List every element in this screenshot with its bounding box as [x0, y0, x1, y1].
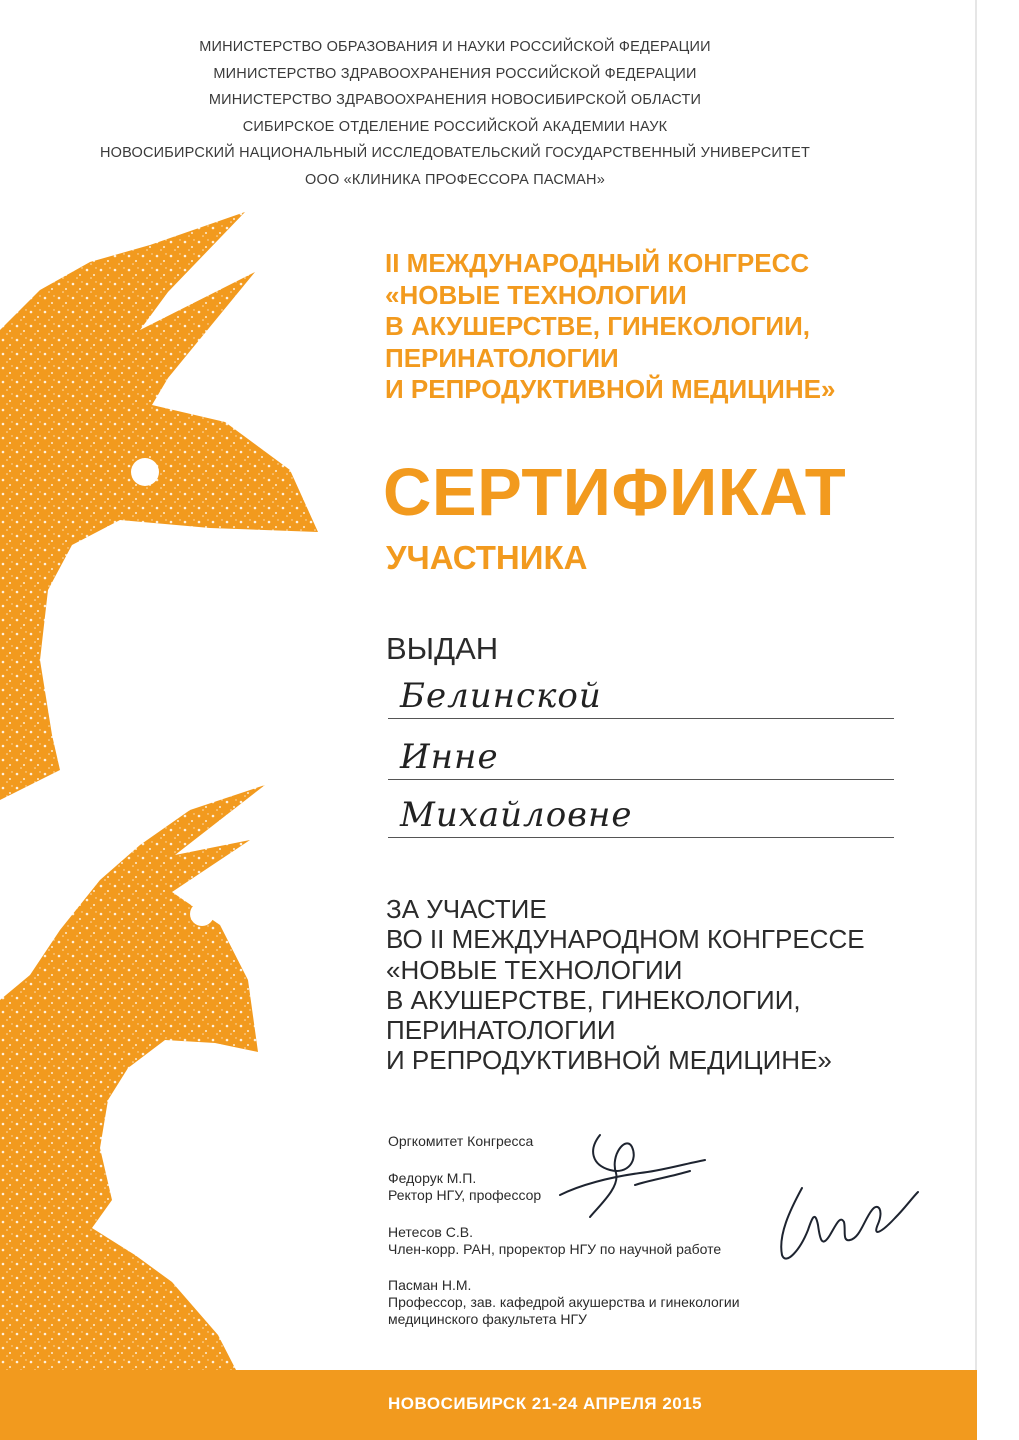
signatory-position: Профессор, зав. кафедрой акушерства и гинекологии — [388, 1294, 740, 1310]
recipient-patronymic-line — [388, 781, 894, 838]
footer-band — [0, 1370, 977, 1440]
issued-label: ВЫДАН — [386, 631, 499, 666]
congress-title-line: И РЕПРОДУКТИВНОЙ МЕДИЦИНЕ» — [385, 374, 836, 404]
committee-heading: Оргкомитет Конгресса — [388, 1133, 534, 1149]
recipient-last-name: Белинской — [400, 676, 602, 716]
signature-netesov — [760, 1180, 925, 1270]
certificate-title: СЕРТИФИКАТ — [383, 455, 847, 530]
certificate-subtitle: УЧАСТНИКА — [386, 539, 588, 576]
reason-line: ЗА УЧАСТИЕ — [386, 894, 547, 924]
reason-line: ВО II МЕЖДУНАРОДНОМ КОНГРЕССЕ — [386, 924, 865, 955]
signatory-block — [388, 1170, 541, 1204]
congress-title — [385, 248, 985, 406]
recipient-first-name: Инне — [400, 737, 499, 777]
signatory-name: Пасман Н.М. — [388, 1277, 472, 1293]
reason-line: ПЕРИНАТОЛОГИИ — [386, 1015, 616, 1046]
organizer-line: МИНИСТЕРСТВО ЗДРАВООХРАНЕНИЯ РОССИЙСКОЙ ФЕДЕРАЦИИ — [213, 65, 697, 82]
congress-title-line: «НОВЫЕ ТЕХНОЛОГИИ — [385, 279, 687, 310]
reason-line: И РЕПРОДУКТИВНОЙ МЕДИЦИНЕ» — [386, 1045, 832, 1076]
organizer-line: СИБИРСКОЕ ОТДЕЛЕНИЕ РОССИЙСКОЙ АКАДЕМИИ НАУК — [242, 118, 668, 135]
upper-bird-eye — [131, 458, 159, 486]
organizer-line: НОВОСИБИРСКИЙ НАЦИОНАЛЬНЫЙ ИССЛЕДОВАТЕЛЬСКИЙ ГОСУДАРСТВЕННЫЙ УНИВЕРСИТЕТ — [99, 145, 811, 161]
upper-bird-shape — [0, 212, 318, 800]
congress-title-line: В АКУШЕРСТВЕ, ГИНЕКОЛОГИИ, — [385, 311, 811, 341]
recipient-patronymic: Михайловне — [400, 795, 633, 835]
congress-title-line: II МЕЖДУНАРОДНЫЙ КОНГРЕСС — [385, 248, 810, 278]
reason-line: «НОВЫЕ ТЕХНОЛОГИИ — [386, 954, 683, 985]
organizer-line: МИНИСТЕРСТВО ЗДРАВООХРАНЕНИЯ НОВОСИБИРСКОЙ ОБЛАСТИ — [208, 92, 702, 108]
signatory-position: Член-корр. РАН, проректор НГУ по научной работе — [388, 1241, 722, 1257]
congress-title-line: ПЕРИНАТОЛОГИИ — [385, 342, 619, 373]
participation-reason — [386, 894, 986, 1076]
lower-bird-shape — [0, 785, 265, 1370]
recipient-last-name-line — [388, 662, 894, 719]
organizer-line: МИНИСТЕРСТВО ОБРАЗОВАНИЯ И НАУКИ РОССИЙСКОЙ ФЕДЕРАЦИИ — [199, 39, 711, 55]
signatory-name: Нетесов С.В. — [388, 1224, 473, 1240]
signature-fedoruk — [540, 1125, 720, 1225]
footer-location-date: НОВОСИБИРСК 21-24 АПРЕЛЯ 2015 — [388, 1394, 703, 1413]
organizer-line: ООО «КЛИНИКА ПРОФЕССОРА ПАСМАН» — [305, 171, 605, 188]
signatory-block — [388, 1224, 721, 1258]
signatory-name: Федорук М.П. — [388, 1170, 477, 1186]
signatory-position: Ректор НГУ, профессор — [388, 1187, 542, 1203]
signatory-block — [388, 1277, 740, 1328]
decorative-birds-illustration — [0, 0, 400, 1370]
reason-line: В АКУШЕРСТВЕ, ГИНЕКОЛОГИИ, — [386, 984, 801, 1015]
organizers-list — [60, 34, 850, 193]
recipient-first-name-line — [388, 723, 894, 780]
lower-bird-eye — [190, 902, 214, 926]
signatory-position: медицинского факультета НГУ — [388, 1311, 587, 1327]
paper-edge — [975, 0, 977, 1370]
